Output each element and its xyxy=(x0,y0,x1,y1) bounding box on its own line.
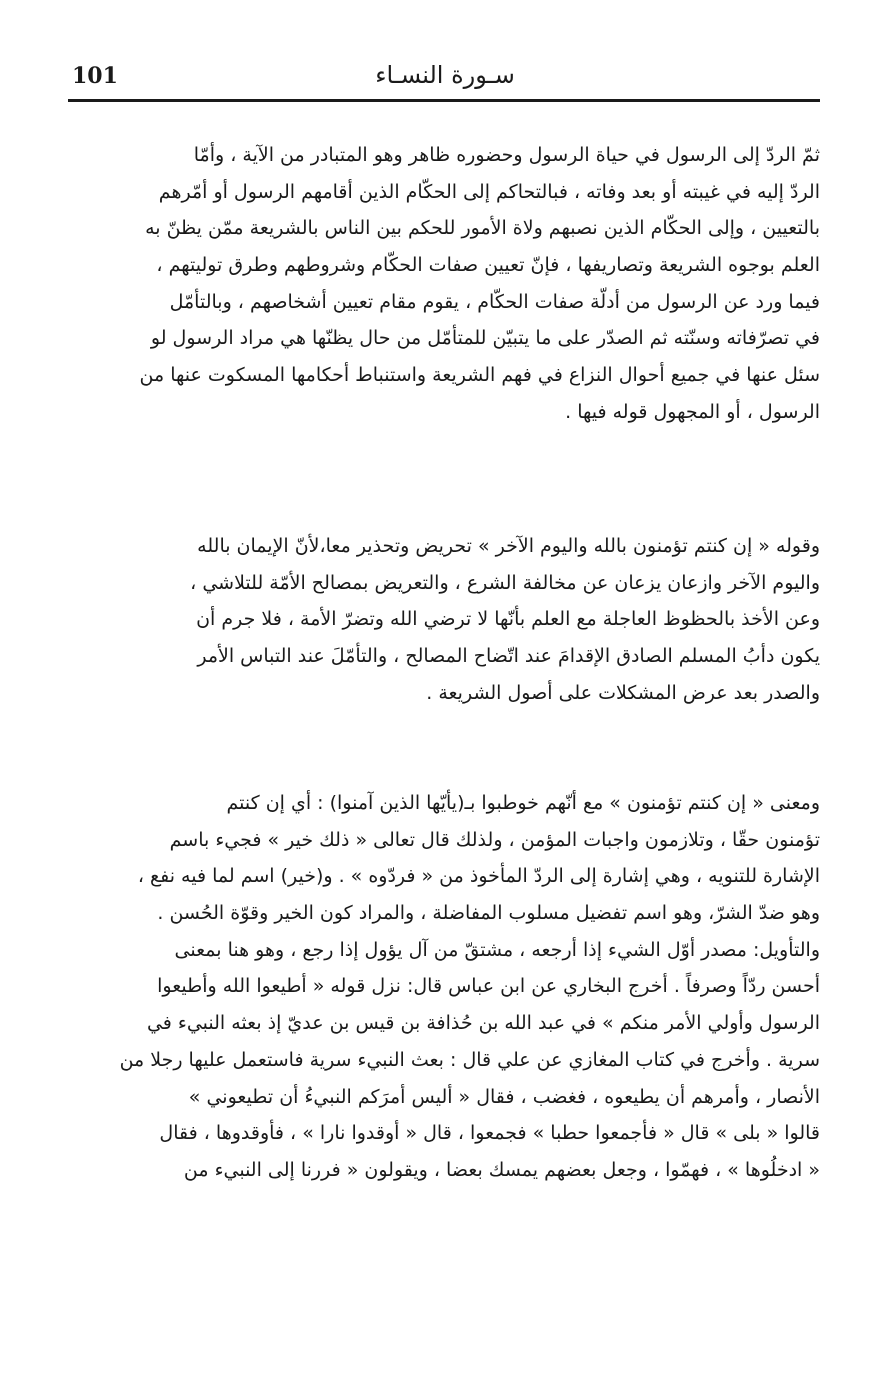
paragraph-3 xyxy=(72,785,820,1189)
text-line: العلم بوجوه الشريعة وتصاريفها ، فإنّ تعيين صفات الحكّام وشروطهم وطرق توليتهم ، xyxy=(156,254,820,277)
text-line: قالوا « بلى » قال « فأجمعوا حطبا » فجمعوا ، قال « أوقدوا نارا » ، فأوقدوها ، فقال xyxy=(159,1122,820,1145)
text-line: « ادخلُوها » ، فهمّوا ، وجعل بعضهم يمسك بعضا ، ويقولون « فررنا إلى النبيء من xyxy=(183,1158,820,1181)
paragraph-1 xyxy=(72,137,820,431)
text-line: تؤمنون حقّا ، وتلازمون واجبات المؤمن ، ولذلك قال تعالى « ذلك خير » فجيء باسم xyxy=(169,828,820,851)
text-line: أحسن ردّاً وصرفاً . أخرج البخاري عن ابن عباس قال: نزل قوله « أطيعوا الله وأطيعوا xyxy=(157,975,820,998)
paragraph-2 xyxy=(72,528,820,711)
text-line: ومعنى « إن كنتم تؤمنون » مع أنّهم خوطبوا بـ(يأيّها الذين آمنوا) : أي إن كنتم xyxy=(226,792,820,814)
text-line: الإشارة للتنويه ، وهي إشارة إلى الردّ المأخوذ من « فردّوه » . و(خير) اسم لما فيه نفع ، xyxy=(137,865,820,888)
running-title: سـورة النسـاء xyxy=(375,61,515,89)
text-line: الرسول وأولي الأمر منكم » في عبد الله بن حُذافة بن قيس بن عديّ إذ بعثه النبيء في xyxy=(146,1012,820,1035)
text-line: بالتعيين ، وإلى الحكّام الذين نصبهم ولاة الأمور للحكم بين الناس بالشريعة ممّن يظنّ به xyxy=(145,217,820,240)
text-line: الأنصار ، وأمرهم أن يطيعوه ، فغضب ، فقال « أليس أمرَكم النبيءُ أن تطيعوني » xyxy=(188,1085,820,1108)
text-line: والتأويل: مصدر أوّل الشيء إذا أرجعه ، مشتقّ من آل يؤول إذا رجع ، وهو هنا بمعنى xyxy=(174,938,820,961)
text-line: ثمّ الردّ إلى الرسول في حياة الرسول وحضوره ظاهر وهو المتبادر من الآية ، وأمّا xyxy=(193,144,820,166)
header-rule xyxy=(68,99,820,102)
text-line: والصدر بعد عرض المشكلات على أصول الشريعة . xyxy=(426,681,820,704)
text-line: الرسول ، أو المجهول قوله فيها . xyxy=(565,400,820,423)
text-line: وهو ضدّ الشرّ، وهو اسم تفضيل مسلوب المفاضلة ، والمراد كون الخير وقوّة الحُسن . xyxy=(157,902,820,925)
text-line: واليوم الآخر وازعان يزعان عن مخالفة الشرع ، والتعريض بمصالح الأمّة للتلاشي ، xyxy=(190,571,820,594)
text-line: وعن الأخذ بالحظوظ العاجلة مع العلم بأنّها لا ترضي الله وتضرّ الأمة ، فلا جرم أن xyxy=(196,608,820,631)
text-line: الردّ إليه في غيبته أو بعد وفاته ، فبالتحاكم إلى الحكّام الذين أقامهم الرسول أو أمّرهم xyxy=(158,180,820,203)
text-line: وقوله « إن كنتم تؤمنون بالله واليوم الآخر » تحريض وتحذير معا،لأنّ الإيمان بالله xyxy=(197,535,820,557)
page-number: 101 xyxy=(72,63,118,89)
text-line: فيما ورد عن الرسول من أدلّة صفات الحكّام ، يقوم مقام تعيين أشخاصهم ، وبالتأمّل xyxy=(169,290,820,313)
text-line: في تصرّفاته وسنّته ثم الصدّر على ما يتبيّن للمتأمّل من حال يظنّها هي مراد الرسول لو xyxy=(150,327,820,350)
text-line: سئل عنها في جميع أحوال النزاع في فهم الشريعة واستنباط أحكامها المسكوت عنها من xyxy=(139,364,820,387)
text-line: يكون دأبُ المسلم الصادق الإقدامَ عند اتّضاح المصالح ، والتأمّلَ عند التباس الأمر xyxy=(197,645,820,668)
text-line: سرية . وأخرج في كتاب المغازي عن علي قال : بعث النبيء سرية فاستعمل عليها رجلا من xyxy=(119,1048,820,1071)
